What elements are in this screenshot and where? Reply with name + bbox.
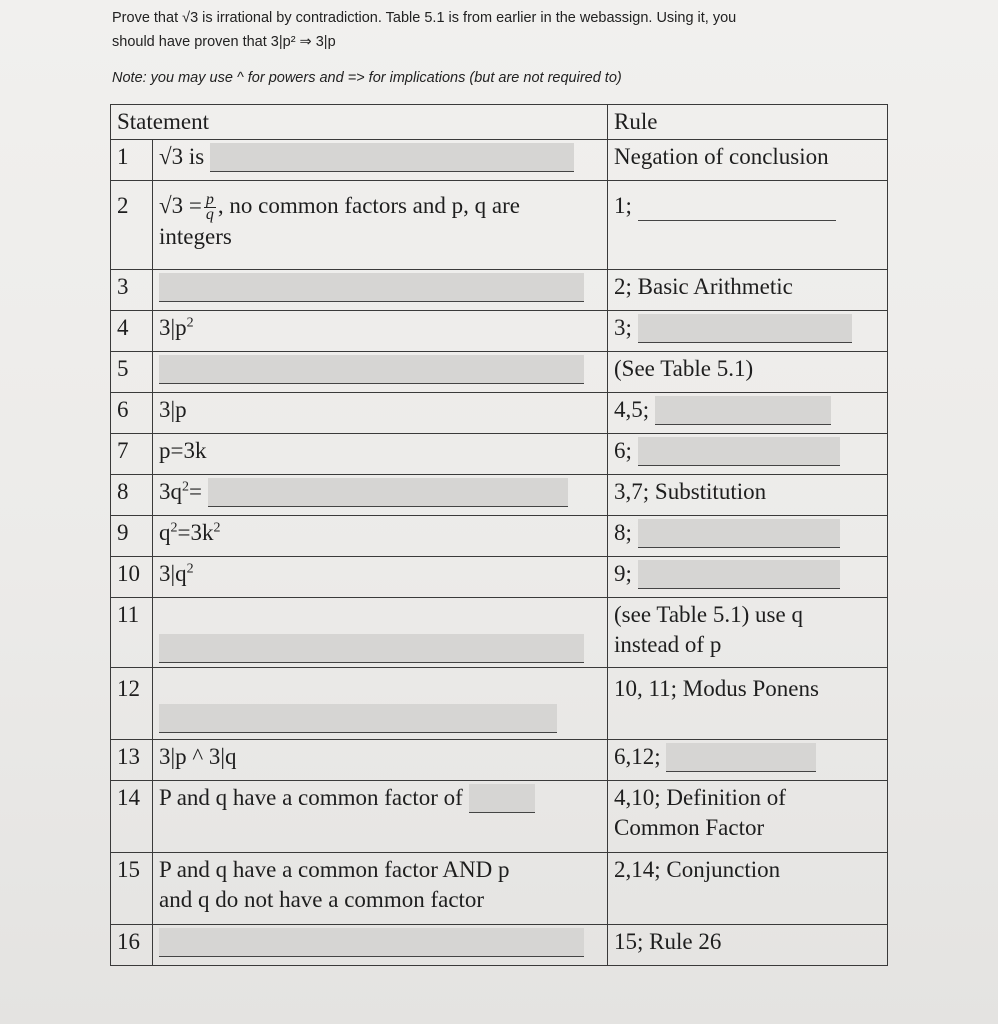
step-number: 7 (111, 434, 153, 475)
statement-cell (153, 352, 608, 393)
table-row (111, 516, 888, 557)
statement-blank-input[interactable] (159, 355, 584, 384)
step-number: 5 (111, 352, 153, 393)
rule-blank-input[interactable] (666, 743, 816, 772)
statement-text: √3 = (159, 193, 202, 218)
rule-text: 4,10; Definition of (614, 785, 786, 810)
statement-cell (153, 311, 608, 352)
rule-cell (608, 598, 888, 668)
rule-text: 6,12; (614, 744, 661, 769)
superscript: 2 (186, 561, 194, 577)
superscript: 2 (170, 520, 178, 536)
statement-blank-input[interactable] (159, 273, 584, 302)
table-row (111, 853, 888, 925)
fraction-numerator: p (205, 191, 214, 209)
step-number: 4 (111, 311, 153, 352)
statement-blank-input[interactable] (210, 143, 574, 172)
rule-text: 8; (614, 520, 632, 545)
step-number: 8 (111, 475, 153, 516)
statement-text: P and q have a common factor AND p (159, 857, 510, 882)
step-number: 11 (111, 598, 153, 668)
rule-blank-input[interactable] (638, 437, 840, 466)
statement-text: 3q (159, 479, 182, 504)
statement-cell (153, 475, 608, 516)
statement-text: q (159, 520, 171, 545)
superscript: 2 (186, 315, 194, 331)
rule-cell (608, 181, 888, 270)
statement-text: P and q have a common factor of (159, 785, 463, 810)
superscript: 2 (213, 520, 221, 536)
table-row (111, 140, 888, 181)
statement-text-cont: integers (159, 224, 232, 250)
rule-blank-input[interactable] (638, 314, 852, 343)
statement-cell (153, 668, 608, 740)
problem-line-2: should have proven that 3|p² ⇒ 3|p (112, 34, 336, 50)
rule-cell (608, 781, 888, 853)
statement-blank-input[interactable] (159, 704, 557, 733)
rule-cell (608, 393, 888, 434)
statement-cell (153, 853, 608, 925)
statement-blank-input[interactable] (159, 928, 584, 957)
statement-header: Statement (111, 105, 608, 140)
rule-cell: Negation of conclusion (608, 140, 888, 181)
problem-line-1: Prove that √3 is irrational by contradiction. Table 5.1 is from earlier in the webassign. Using it, you (112, 10, 737, 26)
rule-text: 6; (614, 438, 632, 463)
statement-cell (153, 598, 608, 668)
table-row (111, 434, 888, 475)
fraction-denominator: q (205, 206, 214, 224)
table-row (111, 925, 888, 966)
step-number: 16 (111, 925, 153, 966)
statement-cell: 3|p (153, 393, 608, 434)
step-number: 15 (111, 853, 153, 925)
step-number: 3 (111, 270, 153, 311)
table-row (111, 181, 888, 270)
rule-blank-input[interactable] (638, 560, 840, 589)
problem-statement (112, 6, 892, 54)
rule-cell: (See Table 5.1) (608, 352, 888, 393)
step-number: 12 (111, 668, 153, 740)
table-row (111, 557, 888, 598)
rule-blank-input[interactable] (638, 519, 840, 548)
statement-cell (153, 925, 608, 966)
table-row (111, 668, 888, 740)
rule-cell: 15; Rule 26 (608, 925, 888, 966)
statement-cell (153, 181, 608, 270)
statement-text-cont: and q do not have a common factor (159, 887, 485, 912)
step-number: 9 (111, 516, 153, 557)
rule-cell (608, 740, 888, 781)
step-number: 14 (111, 781, 153, 853)
table-header-row (111, 105, 888, 140)
table-row (111, 598, 888, 668)
rule-cell (608, 557, 888, 598)
rule-text: (see Table 5.1) use q (614, 602, 803, 627)
table-row (111, 781, 888, 853)
statement-cell: 3|p ^ 3|q (153, 740, 608, 781)
statement-blank-input[interactable] (469, 784, 535, 813)
statement-cell (153, 557, 608, 598)
rule-cell: 3,7; Substitution (608, 475, 888, 516)
table-row (111, 270, 888, 311)
rule-header: Rule (608, 105, 888, 140)
statement-text: √3 is (159, 144, 205, 169)
rule-cell: 2,14; Conjunction (608, 853, 888, 925)
statement-blank-input[interactable] (208, 478, 568, 507)
statement-cell (153, 516, 608, 557)
table-row (111, 475, 888, 516)
step-number: 2 (111, 181, 153, 270)
statement-text: 3|p (159, 315, 187, 340)
rule-cell (608, 434, 888, 475)
proof-table (110, 104, 888, 966)
table-row (111, 352, 888, 393)
rule-blank-input[interactable] (655, 396, 831, 425)
rule-cell: 2; Basic Arithmetic (608, 270, 888, 311)
table-row (111, 393, 888, 434)
rule-text-cont: instead of p (614, 632, 722, 657)
statement-text-tail: =3k (177, 520, 214, 545)
rule-text-cont: Common Factor (614, 815, 765, 840)
rule-text: 1; (614, 193, 632, 218)
statement-cell (153, 140, 608, 181)
statement-text-tail: = (189, 479, 202, 504)
statement-cell (153, 270, 608, 311)
table-row (111, 740, 888, 781)
fraction (204, 193, 216, 222)
rule-blank-input[interactable] (638, 192, 836, 221)
statement-blank-input[interactable] (159, 634, 584, 663)
step-number: 1 (111, 140, 153, 181)
statement-text: , no common factors and p, q are (217, 193, 520, 218)
rule-cell: 10, 11; Modus Ponens (608, 668, 888, 740)
step-number: 6 (111, 393, 153, 434)
note: Note: you may use ^ for powers and => for implications (but are not required to) (112, 70, 622, 86)
superscript: 2 (182, 479, 189, 495)
rule-text: 4,5; (614, 397, 650, 422)
table-row (111, 311, 888, 352)
statement-cell (153, 781, 608, 853)
statement-cell: p=3k (153, 434, 608, 475)
rule-cell (608, 311, 888, 352)
rule-cell (608, 516, 888, 557)
rule-text: 3; (614, 315, 632, 340)
step-number: 13 (111, 740, 153, 781)
statement-text: 3|q (159, 561, 187, 586)
step-number: 10 (111, 557, 153, 598)
rule-text: 9; (614, 561, 632, 586)
